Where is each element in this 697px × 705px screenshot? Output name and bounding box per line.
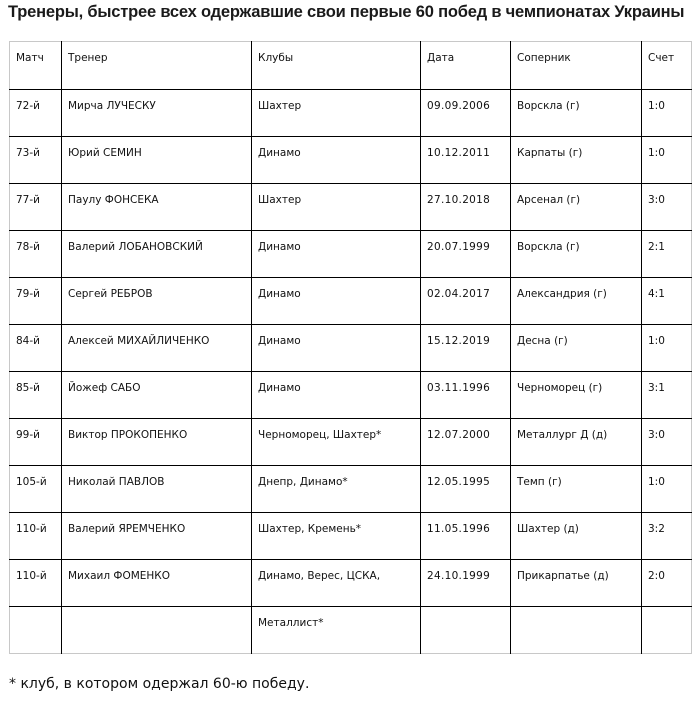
cell-opponent: Темп (г) bbox=[511, 466, 642, 513]
cell-opponent: Александрия (г) bbox=[511, 278, 642, 325]
table-row bbox=[10, 560, 692, 607]
cell-match: 73-й bbox=[10, 137, 62, 184]
cell-coach: Паулу ФОНСЕКА bbox=[62, 184, 252, 231]
header-date: Дата bbox=[421, 42, 511, 90]
cell-score: 3:0 bbox=[642, 184, 692, 231]
cell-score: 4:1 bbox=[642, 278, 692, 325]
cell-date: 27.10.2018 bbox=[421, 184, 511, 231]
table-row bbox=[10, 137, 692, 184]
cell-date: 15.12.2019 bbox=[421, 325, 511, 372]
cell-score: 2:0 bbox=[642, 560, 692, 607]
cell-match: 77-й bbox=[10, 184, 62, 231]
cell-coach: Валерий ЛОБАНОВСКИЙ bbox=[62, 231, 252, 278]
cell-coach: Мирча ЛУЧЕСКУ bbox=[62, 90, 252, 137]
table-row bbox=[10, 372, 692, 419]
table-row bbox=[10, 90, 692, 137]
cell-clubs: Шахтер, Кремень* bbox=[252, 513, 421, 560]
cell-opponent: Металлург Д (д) bbox=[511, 419, 642, 466]
cell-date: 12.07.2000 bbox=[421, 419, 511, 466]
cell-clubs: Динамо bbox=[252, 231, 421, 278]
cell-match: 85-й bbox=[10, 372, 62, 419]
cell-clubs: Шахтер bbox=[252, 184, 421, 231]
cell-date: 20.07.1999 bbox=[421, 231, 511, 278]
table-row bbox=[10, 466, 692, 513]
coaches-table bbox=[9, 41, 692, 654]
cell-date: 12.05.1995 bbox=[421, 466, 511, 513]
cell-match: 84-й bbox=[10, 325, 62, 372]
cell-opponent: Арсенал (г) bbox=[511, 184, 642, 231]
cell-coach: Сергей РЕБРОВ bbox=[62, 278, 252, 325]
cell-opponent: Десна (г) bbox=[511, 325, 642, 372]
cell-coach bbox=[62, 607, 252, 654]
cell-opponent: Карпаты (г) bbox=[511, 137, 642, 184]
cell-opponent: Ворскла (г) bbox=[511, 231, 642, 278]
cell-clubs: Шахтер bbox=[252, 90, 421, 137]
cell-date bbox=[421, 607, 511, 654]
cell-date: 24.10.1999 bbox=[421, 560, 511, 607]
page-title: Тренеры, быстрее всех одержавшие свои первые 60 побед в чемпионатах Украины bbox=[8, 3, 685, 21]
cell-coach: Николай ПАВЛОВ bbox=[62, 466, 252, 513]
cell-score: 3:1 bbox=[642, 372, 692, 419]
cell-coach: Алексей МИХАЙЛИЧЕНКО bbox=[62, 325, 252, 372]
table-row bbox=[10, 513, 692, 560]
cell-match: 79-й bbox=[10, 278, 62, 325]
table-row bbox=[10, 231, 692, 278]
table-row bbox=[10, 325, 692, 372]
cell-match: 72-й bbox=[10, 90, 62, 137]
cell-opponent: Ворскла (г) bbox=[511, 90, 642, 137]
header-match: Матч bbox=[16, 52, 44, 64]
table-row bbox=[10, 278, 692, 325]
cell-coach: Юрий СЕМИН bbox=[62, 137, 252, 184]
footnote: * клуб, в котором одержал 60-ю победу. bbox=[9, 676, 310, 692]
cell-score: 1:0 bbox=[642, 137, 692, 184]
cell-match: 99-й bbox=[10, 419, 62, 466]
cell-coach: Валерий ЯРЕМЧЕНКО bbox=[62, 513, 252, 560]
header-opponent: Соперник bbox=[511, 42, 642, 90]
cell-score: 3:0 bbox=[642, 419, 692, 466]
cell-clubs: Динамо bbox=[252, 137, 421, 184]
table-row bbox=[10, 607, 692, 654]
cell-clubs: Днепр, Динамо* bbox=[252, 466, 421, 513]
cell-match bbox=[10, 607, 62, 654]
cell-match: 105-й bbox=[10, 466, 62, 513]
cell-date: 03.11.1996 bbox=[421, 372, 511, 419]
header-score: Счет bbox=[642, 42, 692, 90]
cell-date: 02.04.2017 bbox=[421, 278, 511, 325]
cell-score: 1:0 bbox=[642, 325, 692, 372]
cell-opponent: Прикарпатье (д) bbox=[511, 560, 642, 607]
cell-score: 2:1 bbox=[642, 231, 692, 278]
cell-score: 1:0 bbox=[642, 466, 692, 513]
cell-date: 10.12.2011 bbox=[421, 137, 511, 184]
cell-match: 110-й bbox=[10, 560, 62, 607]
table-header-row bbox=[10, 42, 692, 90]
header-coach: Тренер bbox=[62, 42, 252, 90]
cell-match: 110-й bbox=[10, 513, 62, 560]
cell-clubs: Динамо bbox=[252, 325, 421, 372]
header-clubs: Клубы bbox=[252, 42, 421, 90]
cell-match: 78-й bbox=[10, 231, 62, 278]
cell-clubs: Черноморец, Шахтер* bbox=[252, 419, 421, 466]
cell-coach: Йожеф САБО bbox=[62, 372, 252, 419]
cell-opponent: Черноморец (г) bbox=[511, 372, 642, 419]
table-row bbox=[10, 419, 692, 466]
cell-coach: Михаил ФОМЕНКО bbox=[62, 560, 252, 607]
cell-clubs: Металлист* bbox=[252, 607, 421, 654]
cell-score bbox=[642, 607, 692, 654]
cell-coach: Виктор ПРОКОПЕНКО bbox=[62, 419, 252, 466]
table-row bbox=[10, 184, 692, 231]
cell-score: 1:0 bbox=[642, 90, 692, 137]
cell-clubs: Динамо bbox=[252, 372, 421, 419]
cell-clubs: Динамо bbox=[252, 278, 421, 325]
cell-clubs: Динамо, Верес, ЦСКА, bbox=[252, 560, 421, 607]
cell-opponent bbox=[511, 607, 642, 654]
cell-date: 11.05.1996 bbox=[421, 513, 511, 560]
cell-date: 09.09.2006 bbox=[421, 90, 511, 137]
cell-score: 3:2 bbox=[642, 513, 692, 560]
cell-opponent: Шахтер (д) bbox=[511, 513, 642, 560]
